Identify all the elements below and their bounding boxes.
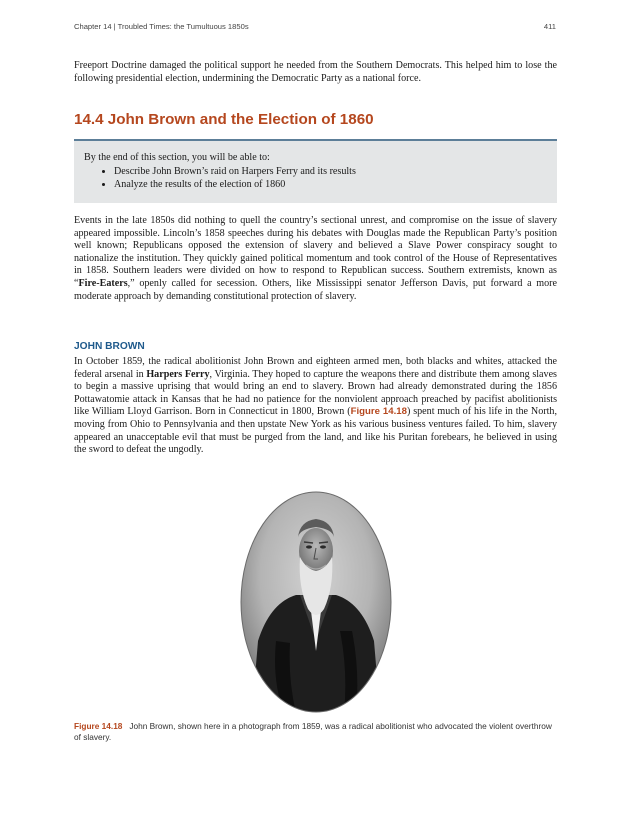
- figure-link[interactable]: Figure 14.18: [350, 406, 407, 418]
- paragraph-sectional-unrest: [74, 215, 557, 303]
- key-term-fire-eaters: Fire-Eaters: [78, 277, 128, 289]
- objective-item: • Describe John Brown’s raid on Harpers Ferry and its results: [114, 165, 557, 179]
- caption-text: John Brown, shown here in a photograph from 1859, was a radical abolitionist who advocated the violent overthrow of slavery.: [74, 721, 552, 742]
- paragraph-text: , Virginia. They hoped to capture the weapons there and distribute them among slaves to begin a massive uprising that would bring an end to slavery. Brown had already demonstrated during the 1856 Pottawatomie attack in Kansas that he had no patience for the nonviolent approach preached by pacifist abolitionists like William Lloyd Garrison. Born in Connecticut in 1800, Brown (: [74, 368, 557, 418]
- page-number: 411: [543, 22, 556, 31]
- john-brown-portrait: [240, 491, 392, 713]
- paragraph-text: Events in the late 1850s did nothing to quell the country’s sectional unrest, and compromise on the issue of slavery appeared impossible. Lincoln’s 1858 speeches during his debates with Douglas made the Republican Party’s position well known; Republicans opposed the extension of slavery and believed a Slave Power conspiracy sought to nationalize the institution. They quickly gained political momentum and took control of the House of Representatives in 1858. Southern leaders were divided on how to respond to Republican success. Southern extremists, known as “: [74, 215, 557, 289]
- chapter-title: Chapter 14 | Troubled Times: the Tumultuous 1850s: [74, 22, 249, 31]
- section-title: 14.4 John Brown and the Election of 1860: [74, 111, 374, 128]
- subheading-john-brown: JOHN BROWN: [74, 341, 145, 352]
- figure-label: Figure 14.18: [74, 721, 123, 731]
- paragraph-john-brown: [74, 356, 557, 457]
- key-term-harpers-ferry: Harpers Ferry: [146, 368, 210, 380]
- objective-item: • Analyze the results of the election of 1860: [114, 178, 557, 192]
- intro-paragraph: Freeport Doctrine damaged the political support he needed from the Southern Democrats. This helped him to lose the following presidential election, undermining the Democratic Party as a national force.: [74, 60, 557, 84]
- figure-caption: [74, 721, 557, 743]
- learning-objectives-box: [74, 139, 557, 203]
- portrait-photo: [240, 491, 392, 713]
- paragraph-text: In October 1859, the radical abolitionist John Brown and eighteen armed men, both blacks and whites, attacked the federal arsenal in: [74, 356, 557, 380]
- objectives-lead: By the end of this section, you will be able to:: [84, 152, 270, 163]
- objectives-list: [84, 165, 557, 192]
- running-header: [74, 22, 556, 31]
- paragraph-text: ,” openly called for secession. Others, like Mississippi senator Jefferson Davis, put forward a more moderate approach by demanding constitutional protection of slavery.: [74, 277, 557, 302]
- paragraph-text: ) spent much of his life in the North, moving from Ohio to Pennsylvania and then upstate New York as his various business ventures failed. To him, slavery appeared an unacceptable evil that must be purged from the land, and like his Puritan forebears, he believed in using the sword to defeat the ungodly.: [74, 406, 557, 456]
